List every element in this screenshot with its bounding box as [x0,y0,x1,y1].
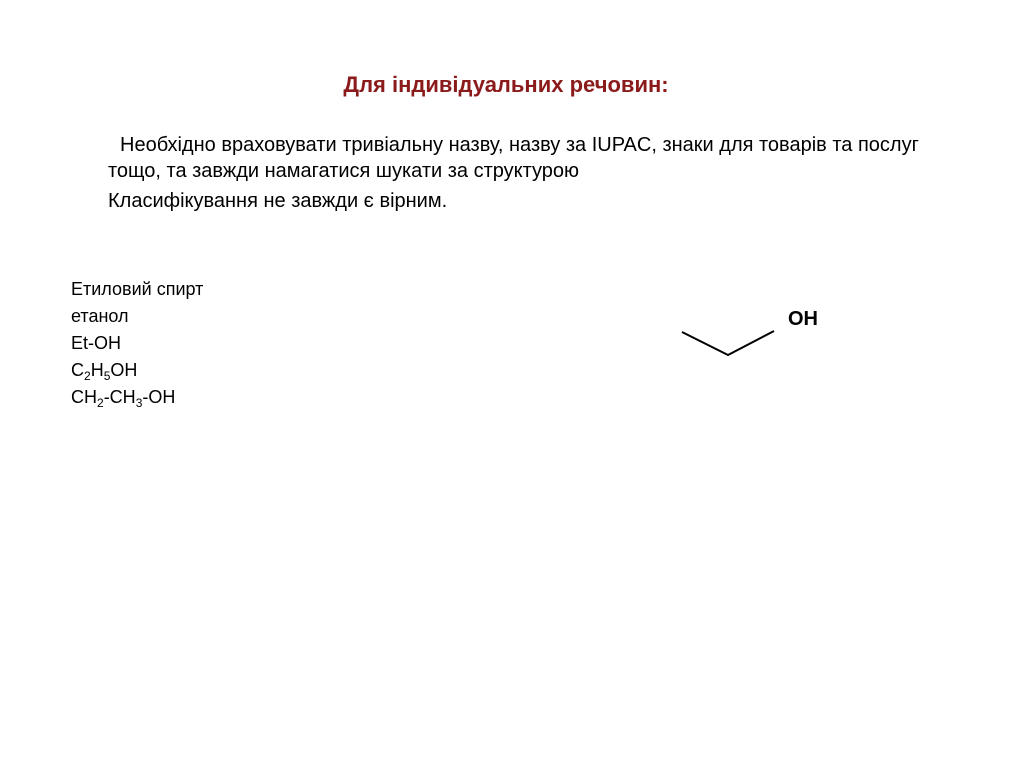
iupac-name: етанол [71,306,129,326]
substance-names-list [71,276,203,411]
hydroxyl-label: OH [788,308,818,330]
paragraph-search-advice: Необхідно враховувати тривіальну назву, назву за IUPAC, знаки для товарів та послуг тощо, та завжди намагатися шукати за структурою [108,134,919,182]
molecular-formula: $C_2H_5OH$ [71,360,138,383]
trivial-name: Етиловий спирт [71,279,204,299]
carbon-chain-bonds [682,331,774,355]
abbreviation: Et-OH [71,333,122,353]
paragraph-classification-note: Класифікування не завжди є вірним. [108,190,448,212]
ethanol-skeletal-structure [676,298,836,362]
condensed-formula: $CH_2-CH_3-OH$ [71,387,176,410]
slide-title: Для індивідуальних речовин: [343,72,669,97]
